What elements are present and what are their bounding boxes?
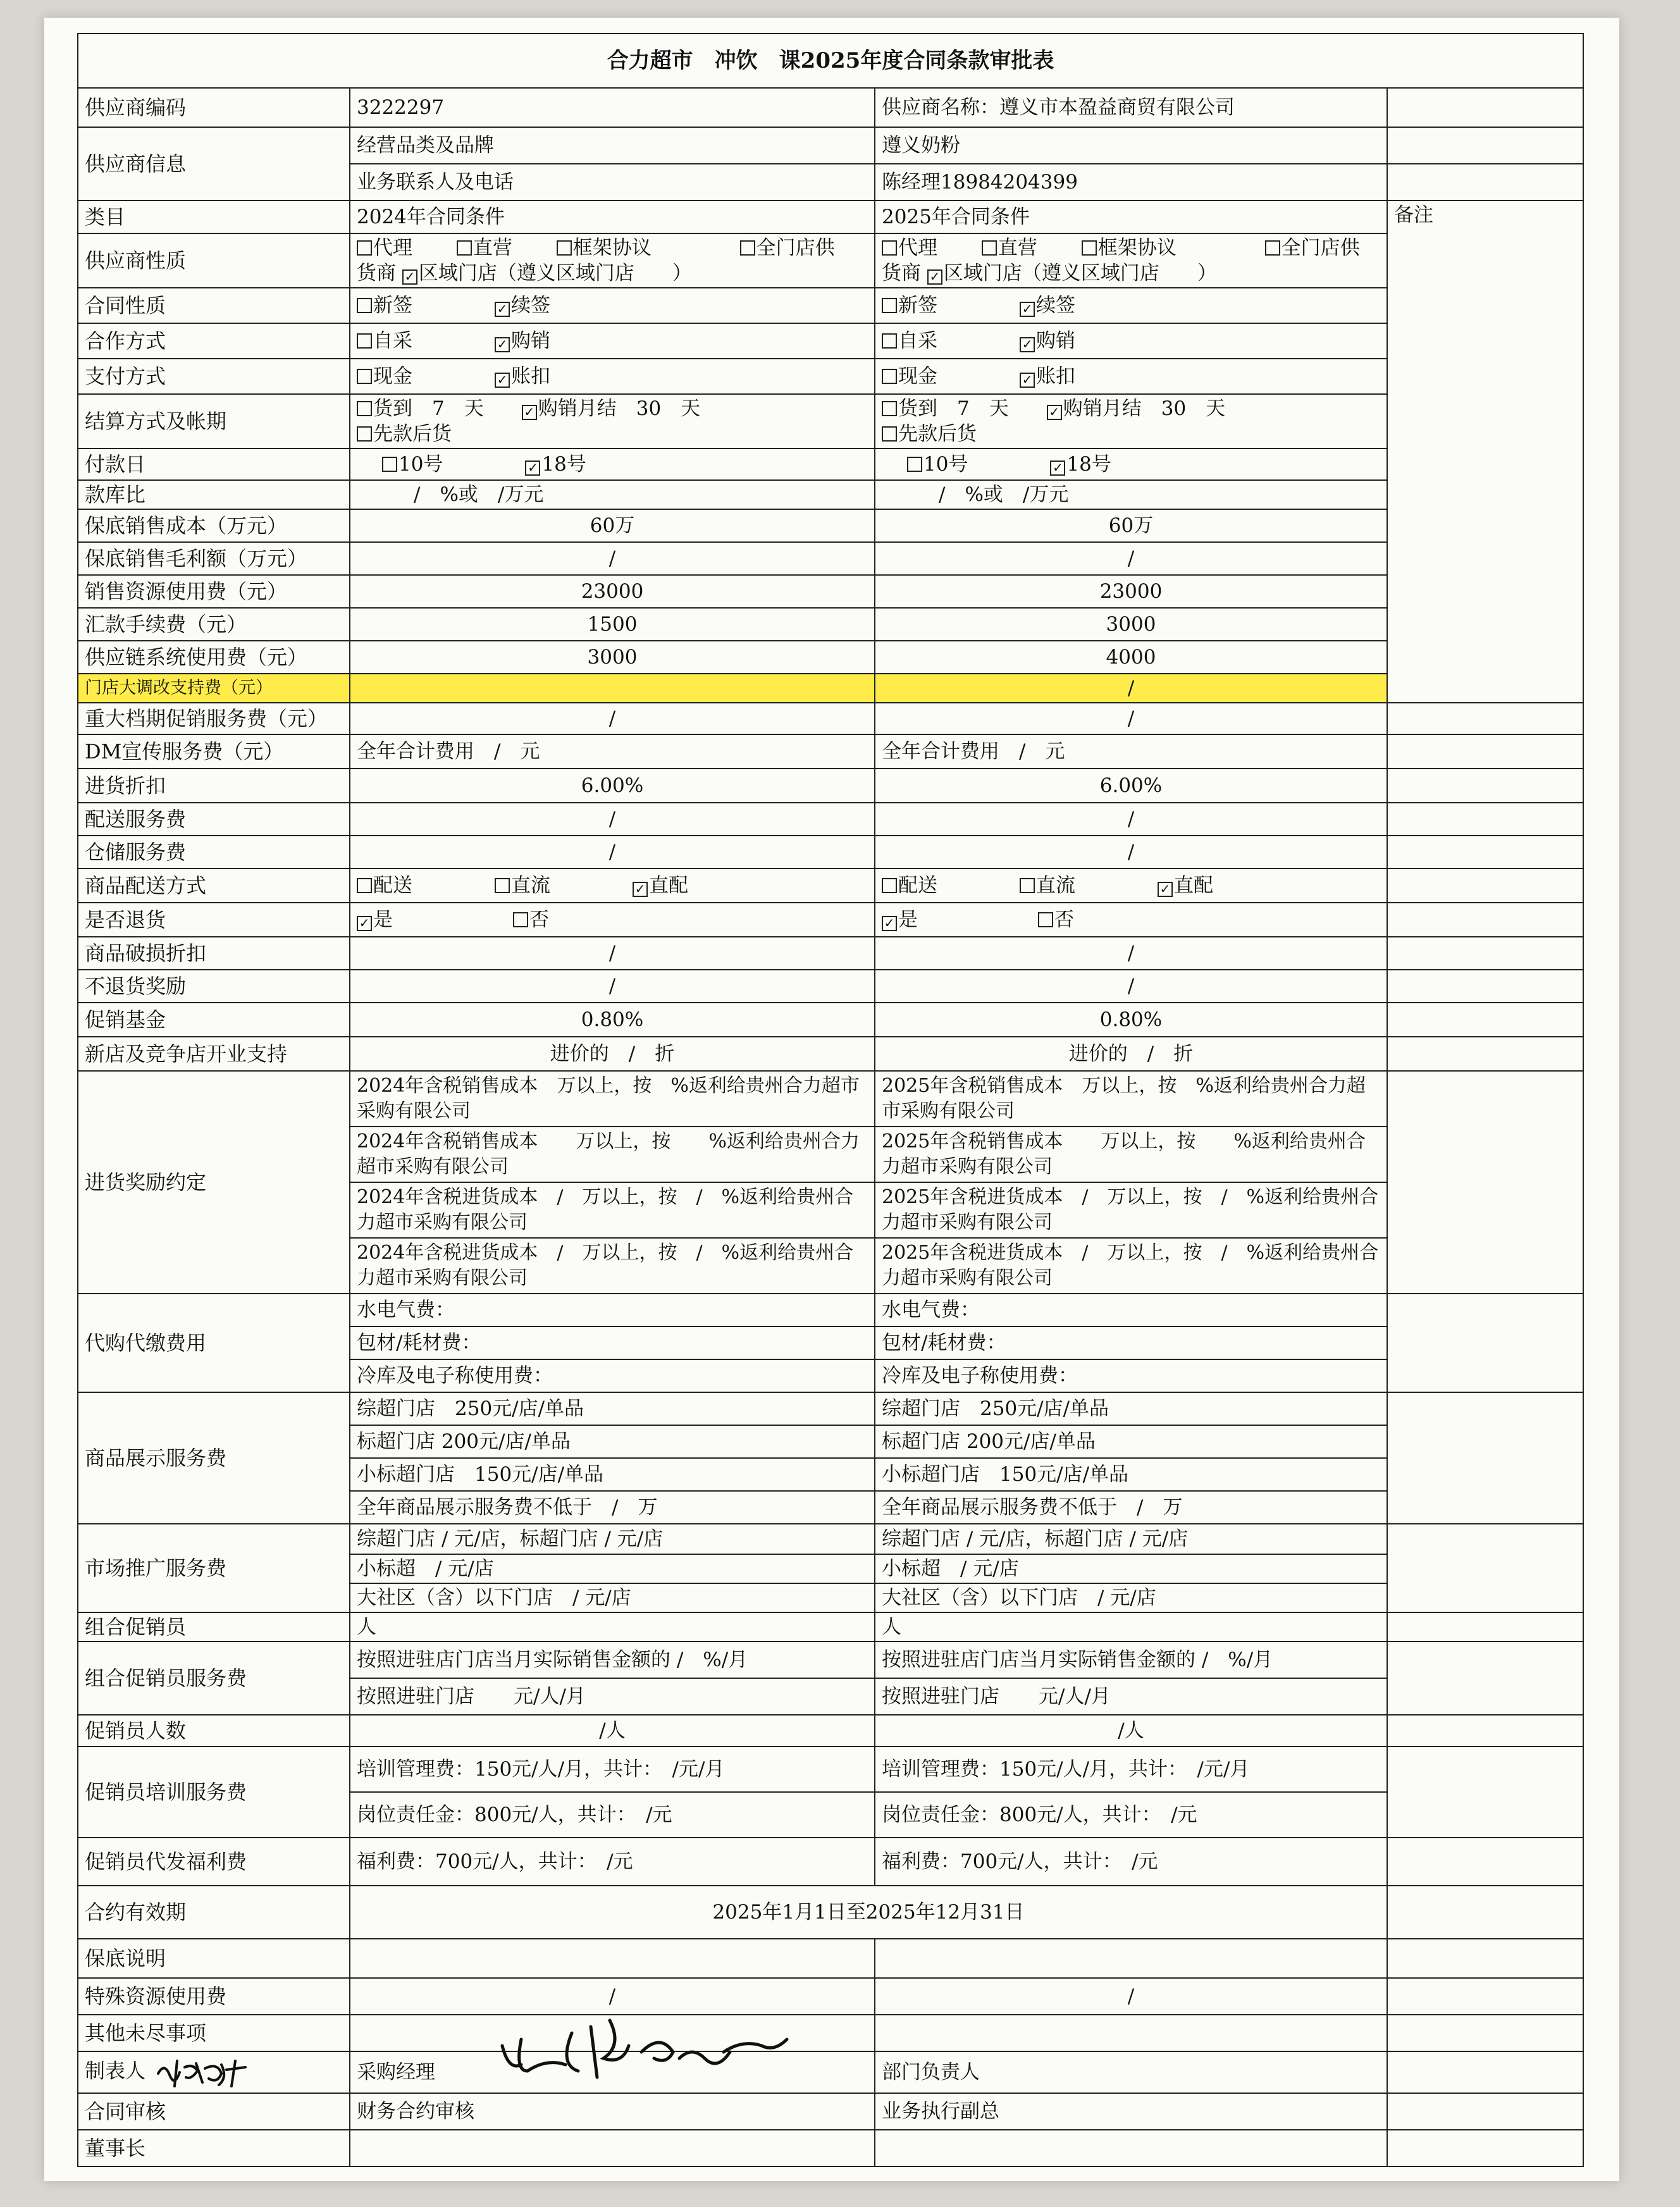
checkbox-checked[interactable]: ✓ [1050, 461, 1065, 476]
training-label: 促销员培训服务费 [78, 1746, 350, 1838]
special-2025: / [875, 1978, 1387, 2015]
resource-2025: 23000 [875, 575, 1387, 608]
supplier-name: 供应商名称：遵义市本盈益商贸有限公司 [875, 88, 1387, 127]
checkbox-empty[interactable] [382, 457, 397, 472]
renov-label: 门店大调改支持费（元） [78, 674, 350, 703]
payday-2024: 10号 ✓ 18号 [350, 448, 875, 480]
validity-label: 合约有效期 [78, 1886, 350, 1939]
noreturn-2025: / [875, 970, 1387, 1003]
checkbox-empty[interactable] [1082, 240, 1097, 256]
dept-label: 部门负责人 [875, 2051, 1387, 2093]
settle-label: 结算方式及帐期 [78, 394, 350, 448]
supplier-code-label: 供应商编码 [78, 88, 350, 127]
contact-value: 陈经理18984204399 [875, 164, 1387, 201]
return-2025: ✓ 是 否 [875, 903, 1387, 937]
promoter-count-2024: /人 [350, 1715, 875, 1746]
display-2025-4: 全年商品展示服务费不低于 / 万 [875, 1491, 1387, 1524]
dm-label: DM宣传服务费（元） [78, 734, 350, 769]
training-2024-1: 培训管理费：150元/人/月，共计： /元/月 [350, 1746, 875, 1792]
maker-cell [78, 2051, 350, 2093]
reward-2025-3: 2025年含税进货成本 / 万以上，按 / %返利给贵州合力超市采购有限公司 [875, 1182, 1387, 1238]
checkbox-checked[interactable]: ✓ [1020, 373, 1035, 388]
dm-2025: 全年合计费用 / 元 [875, 734, 1387, 769]
display-2024-2: 标超门店 200元/店/单品 [350, 1425, 875, 1458]
dist-2024: 配送 直流 ✓ 直配 [350, 869, 875, 903]
approval-table [77, 33, 1584, 2167]
ratio-2025: / %或 /万元 [875, 480, 1387, 509]
delivery-fee-label: 配送服务费 [78, 803, 350, 836]
discount-2025: 6.00% [875, 769, 1387, 803]
nature-label: 供应商性质 [78, 233, 350, 288]
chairman-label: 董事长 [78, 2130, 350, 2167]
checkbox-checked[interactable]: ✓ [633, 882, 648, 897]
market-2024-1: 综超门店 / 元/店，标超门店 / 元/店 [350, 1524, 875, 1554]
supply-2025: 4000 [875, 641, 1387, 674]
noreturn-2024: / [350, 970, 875, 1003]
payday-2025: 10号 ✓ 18号 [875, 448, 1387, 480]
market-2025-2: 小标超 / 元/店 [875, 1554, 1387, 1583]
checkbox-empty[interactable] [907, 457, 922, 472]
display-2024-3: 小标超门店 150元/店/单品 [350, 1458, 875, 1491]
newstore-2025: 进价的 / 折 [875, 1037, 1387, 1071]
proxy-2025-1: 水电气费： [875, 1294, 1387, 1326]
delivery-fee-2024: / [350, 803, 875, 836]
nature-2025: 代理 直营 框架协议 全门店供 货商 ✓ 区域门店（遵义区域门店 ） [875, 233, 1387, 288]
remit-2025: 3000 [875, 608, 1387, 641]
return-label: 是否退货 [78, 903, 350, 937]
checkbox-empty[interactable] [495, 878, 510, 893]
newstore-label: 新店及竞争店开业支持 [78, 1037, 350, 1071]
proxy-2025-3: 冷库及电子称使用费： [875, 1359, 1387, 1392]
return-2024: ✓ 是 否 [350, 903, 875, 937]
special-2024: / [350, 1978, 875, 2015]
display-2025-1: 综超门店 250元/店/单品 [875, 1392, 1387, 1425]
promo-fund-2025: 0.80% [875, 1003, 1387, 1037]
promo-fund-2024: 0.80% [350, 1003, 875, 1037]
coop-2024: 自采 ✓ 购销 [350, 323, 875, 359]
checkbox-empty[interactable] [457, 240, 472, 256]
brand-label: 经营品类及品牌 [350, 127, 875, 164]
market-label: 市场推广服务费 [78, 1524, 350, 1612]
contact-label: 业务联系人及电话 [350, 164, 875, 201]
checkbox-empty[interactable] [357, 298, 372, 313]
dm-2024: 全年合计费用 / 元 [350, 734, 875, 769]
group-service-2024-1: 按照进驻店门店当月实际销售金额的 / %/月 [350, 1641, 875, 1678]
checkbox-empty[interactable] [882, 878, 897, 893]
checkbox-checked[interactable]: ✓ [357, 916, 372, 931]
group-service-2024-2: 按照进驻门店 元/人/月 [350, 1678, 875, 1715]
coop-label: 合作方式 [78, 323, 350, 359]
checkbox-empty[interactable] [740, 240, 755, 256]
checkbox-checked[interactable]: ✓ [522, 405, 537, 420]
other-label: 其他未尽事项 [78, 2015, 350, 2051]
reward-2024-4: 2024年含税进货成本 / 万以上，按 / %返利给贵州合力超市采购有限公司 [350, 1238, 875, 1294]
approval-form [77, 33, 1583, 2167]
promoter-count-2025: /人 [875, 1715, 1387, 1746]
remark-header: 备注 [1387, 201, 1583, 703]
guar-cost-2024: 60万 [350, 509, 875, 542]
review-label: 合同审核 [78, 2093, 350, 2130]
training-2025-2: 岗位责任金：800元/人，共计： /元 [875, 1792, 1387, 1838]
market-2024-2: 小标超 / 元/店 [350, 1554, 875, 1583]
col-2025-header: 2025年合同条件 [875, 201, 1387, 233]
checkbox-empty[interactable] [557, 240, 572, 256]
brand-value: 遵义奶粉 [875, 127, 1387, 164]
checkbox-checked[interactable]: ✓ [525, 461, 540, 476]
maker-label: 制表人 [85, 2058, 146, 2083]
reward-2025-2: 2025年含税销售成本 万以上，按 %返利给贵州合力超市采购有限公司 [875, 1127, 1387, 1182]
dist-2025: 配送 直流 ✓ 直配 [875, 869, 1387, 903]
damage-label: 商品破损折扣 [78, 937, 350, 970]
training-2025-1: 培训管理费：150元/人/月，共计： /元/月 [875, 1746, 1387, 1792]
discount-label: 进货折扣 [78, 769, 350, 803]
checkbox-empty[interactable] [1265, 240, 1280, 256]
special-label: 特殊资源使用费 [78, 1978, 350, 2015]
form-title: 合力超市 冲饮 课2025年度合同条款审批表 [78, 34, 1583, 88]
col-2024-header: 2024年合同条件 [350, 201, 875, 233]
checkbox-empty[interactable] [882, 298, 897, 313]
category-label: 类目 [78, 201, 350, 233]
pay-2025: 现金 ✓ 账扣 [875, 359, 1387, 394]
promoter-count-label: 促销员人数 [78, 1715, 350, 1746]
buyer-signature-icon [496, 2014, 793, 2084]
proxy-2025-2: 包材/耗材费： [875, 1326, 1387, 1359]
display-2025-3: 小标超门店 150元/店/单品 [875, 1458, 1387, 1491]
finance-label: 财务合约审核 [350, 2093, 875, 2130]
checkbox-checked[interactable]: ✓ [882, 916, 897, 931]
reward-2025-4: 2025年含税进货成本 / 万以上，按 / %返利给贵州合力超市采购有限公司 [875, 1238, 1387, 1294]
ratio-2024: / %或 /万元 [350, 480, 875, 509]
dist-label: 商品配送方式 [78, 869, 350, 903]
damage-2024: / [350, 937, 875, 970]
proxy-2024-3: 冷库及电子称使用费： [350, 1359, 875, 1392]
market-2025-3: 大社区（含）以下门店 / 元/店 [875, 1583, 1387, 1612]
group-promoter-2024: 人 [350, 1612, 875, 1641]
storage-2024: / [350, 836, 875, 869]
training-2024-2: 岗位责任金：800元/人，共计： /元 [350, 1792, 875, 1838]
proxy-label: 代购代缴费用 [78, 1294, 350, 1392]
settle-2025: 货到 7 天 ✓ 购销月结 30 天 先款后货 [875, 394, 1387, 448]
reward-2024-1: 2024年含税销售成本 万以上，按 %返利给贵州合力超市采购有限公司 [350, 1071, 875, 1127]
buyer-label: 采购经理 [357, 2061, 435, 2084]
payday-label: 付款日 [78, 448, 350, 480]
reward-2025-1: 2025年含税销售成本 万以上，按 %返利给贵州合力超市采购有限公司 [875, 1071, 1387, 1127]
checkbox-empty[interactable] [882, 426, 897, 442]
major-2024: / [350, 703, 875, 734]
contract-label: 合同性质 [78, 288, 350, 323]
proxy-2024-1: 水电气费： [350, 1294, 875, 1326]
display-2024-4: 全年商品展示服务费不低于 / 万 [350, 1491, 875, 1524]
group-service-2025-2: 按照进驻门店 元/人/月 [875, 1678, 1387, 1715]
checkbox-empty[interactable] [1020, 878, 1035, 893]
major-2025: / [875, 703, 1387, 734]
vp-label: 业务执行副总 [875, 2093, 1387, 2130]
guarantee-note-label: 保底说明 [78, 1939, 350, 1978]
storage-label: 仓储服务费 [78, 836, 350, 869]
coop-2025: 自采 ✓ 购销 [875, 323, 1387, 359]
delivery-fee-2025: / [875, 803, 1387, 836]
reward-2024-3: 2024年含税进货成本 / 万以上，按 / %返利给贵州合力超市采购有限公司 [350, 1182, 875, 1238]
checkbox-empty[interactable] [357, 333, 372, 349]
remit-2024: 1500 [350, 608, 875, 641]
checkbox-checked[interactable]: ✓ [1020, 302, 1035, 317]
damage-2025: / [875, 937, 1387, 970]
supplier-info-label: 供应商信息 [78, 127, 350, 201]
renov-2025: / [875, 674, 1387, 703]
checkbox-checked[interactable]: ✓ [927, 269, 942, 285]
buyer-cell [350, 2051, 875, 2093]
checkbox-empty[interactable] [513, 912, 528, 927]
checkbox-empty[interactable] [882, 401, 897, 416]
ratio-label: 款库比 [78, 480, 350, 509]
checkbox-checked[interactable]: ✓ [1047, 405, 1062, 420]
checkbox-empty[interactable] [357, 401, 372, 416]
checkbox-empty[interactable] [1038, 912, 1053, 927]
reward-2024-2: 2024年含税销售成本 万以上，按 %返利给贵州合力超市采购有限公司 [350, 1127, 875, 1182]
welfare-label: 促销员代发福利费 [78, 1838, 350, 1886]
guar-cost-2025: 60万 [875, 509, 1387, 542]
remit-label: 汇款手续费（元） [78, 608, 350, 641]
pay-label: 支付方式 [78, 359, 350, 394]
checkbox-checked[interactable]: ✓ [1158, 882, 1173, 897]
maker-signature-icon [152, 2055, 259, 2090]
newstore-2024: 进价的 / 折 [350, 1037, 875, 1071]
promo-fund-label: 促销基金 [78, 1003, 350, 1037]
checkbox-checked[interactable]: ✓ [495, 337, 510, 352]
reward-label: 进货奖励约定 [78, 1071, 350, 1294]
major-label: 重大档期促销服务费（元） [78, 703, 350, 734]
paper-sheet [44, 18, 1619, 2181]
proxy-2024-2: 包材/耗材费： [350, 1326, 875, 1359]
checkbox-empty[interactable] [357, 878, 372, 893]
group-service-label: 组合促销员服务费 [78, 1641, 350, 1715]
guar-margin-label: 保底销售毛利额（万元） [78, 542, 350, 575]
supplier-code: 3222297 [350, 88, 875, 127]
welfare-2024: 福利费：700元/人，共计： /元 [350, 1838, 875, 1886]
checkbox-checked[interactable]: ✓ [1020, 337, 1035, 352]
settle-2024: 货到 7 天 ✓ 购销月结 30 天 先款后货 [350, 394, 875, 448]
resource-2024: 23000 [350, 575, 875, 608]
market-2024-3: 大社区（含）以下门店 / 元/店 [350, 1583, 875, 1612]
checkbox-empty[interactable] [357, 426, 372, 442]
welfare-2025: 福利费：700元/人，共计： /元 [875, 1838, 1387, 1886]
checkbox-empty[interactable] [357, 369, 372, 384]
checkbox-empty[interactable] [357, 240, 372, 256]
checkbox-empty[interactable] [982, 240, 997, 256]
guar-cost-label: 保底销售成本（万元） [78, 509, 350, 542]
display-label: 商品展示服务费 [78, 1392, 350, 1524]
group-promoter-2025: 人 [875, 1612, 1387, 1641]
supply-2024: 3000 [350, 641, 875, 674]
checkbox-checked[interactable]: ✓ [402, 269, 417, 285]
guar-margin-2024: / [350, 542, 875, 575]
display-2024-1: 综超门店 250元/店/单品 [350, 1392, 875, 1425]
checkbox-empty[interactable] [882, 369, 897, 384]
checkbox-empty[interactable] [882, 333, 897, 349]
nature-2024: 代理 直营 框架协议 全门店供 货商 ✓ 区域门店（遵义区域门店 ） [350, 233, 875, 288]
display-2025-2: 标超门店 200元/店/单品 [875, 1425, 1387, 1458]
group-promoter-label: 组合促销员 [78, 1612, 350, 1641]
validity-value: 2025年1月1日至2025年12月31日 [350, 1886, 1387, 1939]
supply-label: 供应链系统使用费（元） [78, 641, 350, 674]
discount-2024: 6.00% [350, 769, 875, 803]
storage-2025: / [875, 836, 1387, 869]
checkbox-checked[interactable]: ✓ [495, 373, 510, 388]
checkbox-empty[interactable] [882, 240, 897, 256]
contract-2025: 新签 ✓ 续签 [875, 288, 1387, 323]
noreturn-label: 不退货奖励 [78, 970, 350, 1003]
pay-2024: 现金 ✓ 账扣 [350, 359, 875, 394]
market-2025-1: 综超门店 / 元/店，标超门店 / 元/店 [875, 1524, 1387, 1554]
resource-label: 销售资源使用费（元） [78, 575, 350, 608]
guar-margin-2025: / [875, 542, 1387, 575]
contract-2024: 新签 ✓ 续签 [350, 288, 875, 323]
checkbox-checked[interactable]: ✓ [495, 302, 510, 317]
group-service-2025-1: 按照进驻店门店当月实际销售金额的 / %/月 [875, 1641, 1387, 1678]
